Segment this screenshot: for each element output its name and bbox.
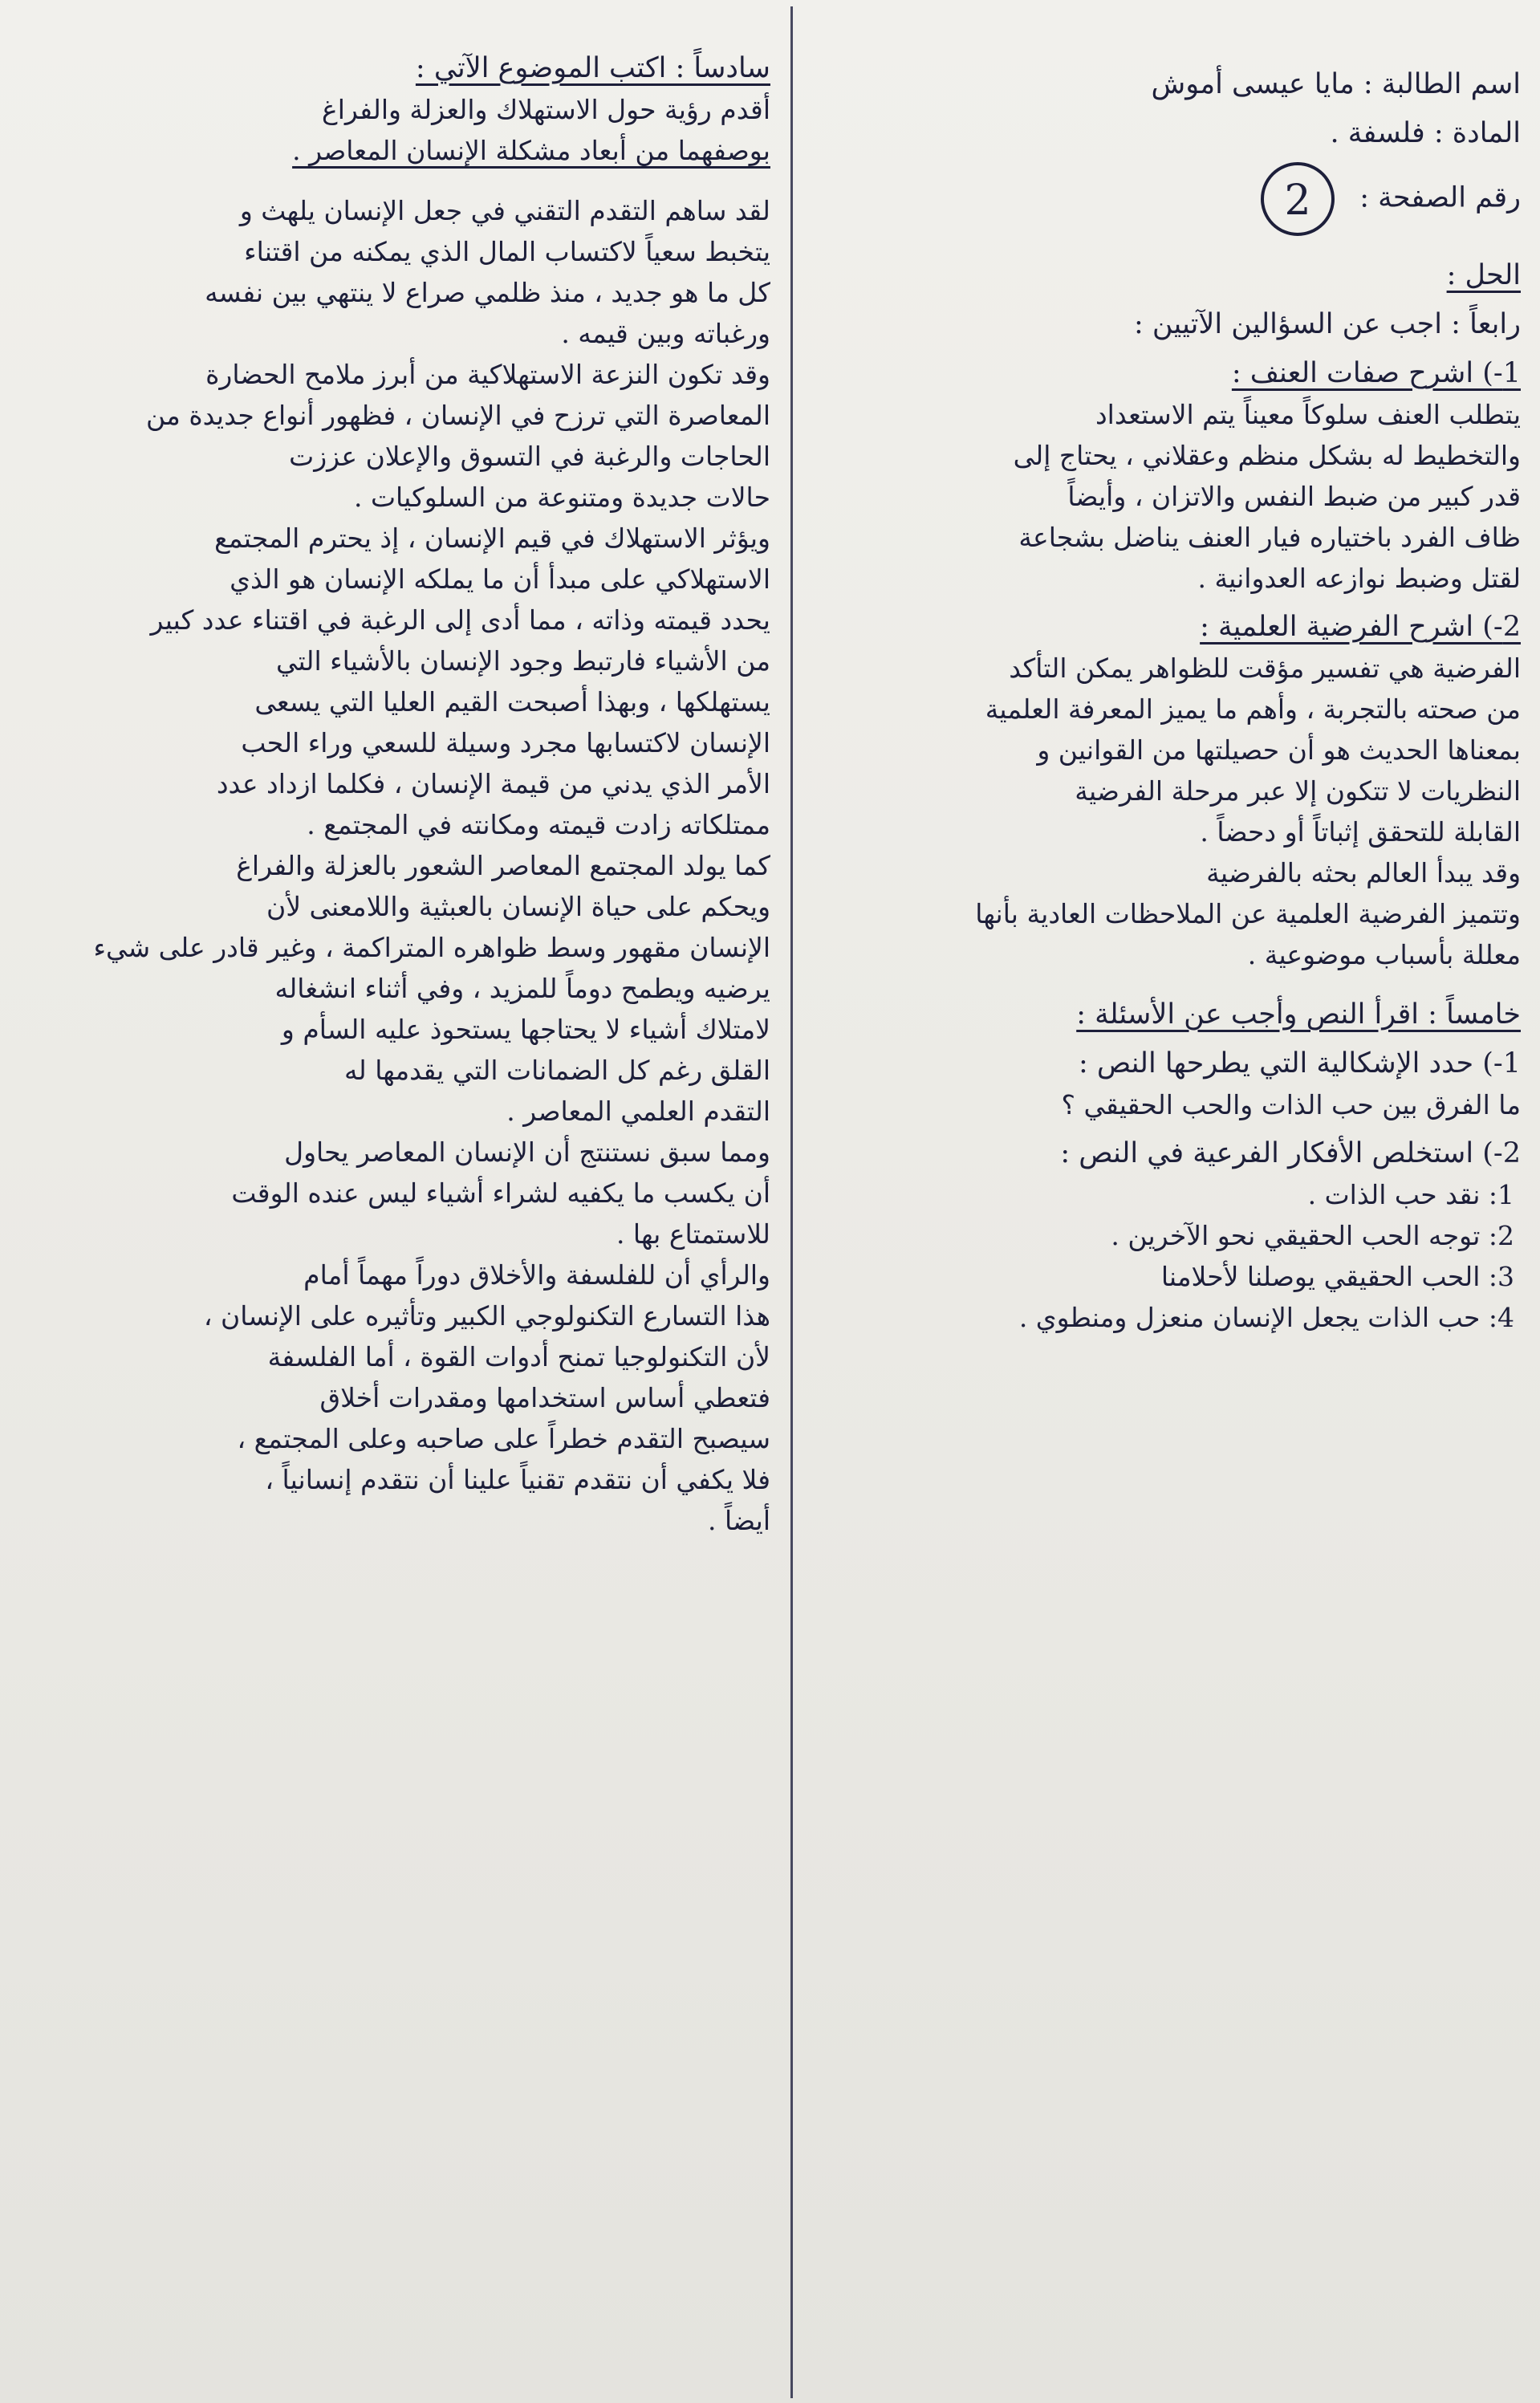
essay-line: لقد ساهم التقدم التقني في جعل الإنسان يلهث و (239, 195, 770, 226)
essay-line: أن يكسب ما يكفيه لشراء أشياء ليس عنده الوقت (231, 1177, 770, 1209)
subject-line: المادة : فلسفة . (1330, 117, 1521, 149)
idea-item: 1: نقد حب الذات . (1307, 1179, 1514, 1210)
essay-line: الإنسان لاكتسابها مجرد وسيلة للسعي وراء الحب (241, 727, 770, 758)
essay-line: يحدد قيمته وذاته ، مما أدى إلى الرغبة في اقتناء عدد كبير (150, 604, 770, 636)
essay-line: فلا يكفي أن نتقدم تقنياً علينا أن نتقدم إنسانياً ، (265, 1464, 770, 1495)
q2-line: من صحته بالتجربة ، وأهم ما يميز المعرفة العلمية (985, 693, 1521, 725)
section4-title: رابعاً : اجب عن السؤالين الآتيين : (1134, 308, 1521, 340)
q1-line: ظاف الفرد باختياره فيار العنف يناضل بشجاعة (1018, 522, 1521, 553)
idea-item: 3: الحب الحقيقي يوصلنا لأحلامنا (1160, 1261, 1514, 1292)
essay-line: لأن التكنولوجيا تمنح أدوات القوة ، أما الفلسفة (267, 1341, 770, 1372)
essay-line: الاستهلاكي على مبدأ أن ما يملكه الإنسان هو الذي (230, 563, 770, 595)
q2-line: وقد يبدأ العالم بحثه بالفرضية (1206, 857, 1521, 888)
q2-line: الفرضية هي تفسير مؤقت للظواهر يمكن التأكد (1009, 653, 1521, 684)
idea-item: 2: توجه الحب الحقيقي نحو الآخرين . (1111, 1220, 1514, 1251)
essay-line: الإنسان مقهور وسط ظواهره المتراكمة ، وغير قادر على شيء (93, 932, 770, 963)
essay-line: ويحكم على حياة الإنسان بالعبثية واللامعنى لأن (266, 891, 770, 922)
essay-line: للاستمتاع بها . (616, 1218, 770, 1250)
q2-title: 2-) اشرح الفرضية العلمية : (1200, 611, 1521, 643)
q2-line: القابلة للتحقق إثباتاً أو دحضاً . (1200, 816, 1521, 848)
essay-line: فتعطي أساس استخدامها ومقدرات أخلاق (319, 1382, 770, 1413)
page-number-circle: 2 (1261, 162, 1335, 236)
q1-line: يتطلب العنف سلوكاً معيناً يتم الاستعداد (1095, 399, 1521, 430)
idea-item: 4: حب الذات يجعل الإنسان منعزل ومنطوي . (1018, 1302, 1514, 1333)
page-label: رقم الصفحة : (1359, 181, 1521, 214)
essay-line: هذا التسارع التكنولوجي الكبير وتأثيره على الإنسان ، (203, 1300, 770, 1332)
page-number-line (807, 162, 1521, 236)
essay-line: ومما سبق نستنتج أن الإنسان المعاصر يحاول (284, 1136, 770, 1168)
essay-line: ويؤثر الاستهلاك في قيم الإنسان ، إذ يحترم المجتمع (214, 522, 770, 554)
student-name-line: اسم الطالبة : مايا عيسى أموش (1151, 68, 1521, 100)
essay-line: لامتلاك أشياء لا يحتاجها يستحوذ عليه السأم و (281, 1014, 770, 1045)
q2-line: النظريات لا تتكون إلا عبر مرحلة الفرضية (1075, 775, 1521, 807)
q1-title: 1-) اشرح صفات العنف : (1231, 357, 1521, 389)
essay-line: الأمر الذي يدني من قيمة الإنسان ، فكلما ازداد عدد (216, 768, 770, 799)
section5-title: خامساً : اقرأ النص وأجب عن الأسئلة : (1076, 998, 1521, 1031)
essay-line: ورغباته وبين قيمه . (561, 318, 770, 349)
essay-line: يتخبط سعياً لاكتساب المال الذي يمكنه من اقتناء (244, 236, 770, 267)
essay-line: القلق رغم كل الضمانات التي يقدمها له (343, 1055, 770, 1086)
essay-line: المعاصرة التي ترزح في الإنسان ، فظهور أنواع جديدة من (146, 400, 770, 431)
solution-heading: الحل : (1446, 259, 1521, 291)
essay-line: التقدم العلمي المعاصر . (506, 1096, 770, 1127)
q1-line: لقتل وضبط نوازعه العدوانية . (1197, 563, 1521, 594)
essay-line: كل ما هو جديد ، منذ ظلمي صراع لا ينتهي بين نفسه (205, 277, 770, 308)
s5-q1: 1-) حدد الإشكالية التي يطرحها النص : (1078, 1047, 1521, 1080)
q1-line: والتخطيط له بشكل منظم وعقلاني ، يحتاج إلى (1013, 440, 1521, 471)
essay-line: سيصبح التقدم خطراً على صاحبه وعلى المجتمع ، (237, 1423, 770, 1454)
essay-line: وقد تكون النزعة الاستهلاكية من أبرز ملامح الحضارة (205, 359, 770, 390)
essay-line: ممتلكاته زادت قيمته ومكانته في المجتمع . (307, 809, 770, 840)
section6-title: سادساً : اكتب الموضوع الآتي : (415, 52, 770, 84)
q2-line: بمعناها الحديث هو أن حصيلتها من القوانين و (1037, 734, 1521, 766)
column-divider (790, 6, 793, 2398)
prompt-line: أقدم رؤية حول الاستهلاك والعزلة والفراغ (322, 94, 770, 125)
prompt-line: بوصفهما من أبعاد مشكلة الإنسان المعاصر . (292, 135, 770, 166)
essay-line: والرأي أن للفلسفة والأخلاق دوراً مهماً أمام (303, 1259, 770, 1291)
left-column (32, 48, 770, 1541)
s5-q2: 2-) استخلص الأفكار الفرعية في النص : (1060, 1137, 1521, 1169)
q1-line: قدر كبير من ضبط النفس والاتزان ، وأيضاً (1067, 481, 1521, 512)
essay-line: كما يولد المجتمع المعاصر الشعور بالعزلة والفراغ (236, 850, 770, 881)
right-column (807, 64, 1521, 1338)
s5-q1-answer: ما الفرق بين حب الذات والحب الحقيقي ؟ (1061, 1089, 1521, 1120)
essay-line: الحاجات والرغبة في التسوق والإعلان عززت (289, 441, 770, 472)
essay-line: أيضاً . (707, 1505, 770, 1536)
essay-line: حالات جديدة ومتنوعة من السلوكيات . (354, 482, 770, 513)
essay-line: من الأشياء فارتبط وجود الإنسان بالأشياء التي (275, 645, 770, 677)
q2-line: وتتميز الفرضية العلمية عن الملاحظات العادية بأنها (975, 898, 1521, 929)
q2-line: معللة بأسباب موضوعية . (1247, 939, 1521, 970)
essay-line: يستهلكها ، وبهذا أصبحت القيم العليا التي يسعى (254, 686, 770, 718)
essay-line: يرضيه ويطمح دوماً للمزيد ، وفي أثناء انشغاله (274, 973, 770, 1004)
